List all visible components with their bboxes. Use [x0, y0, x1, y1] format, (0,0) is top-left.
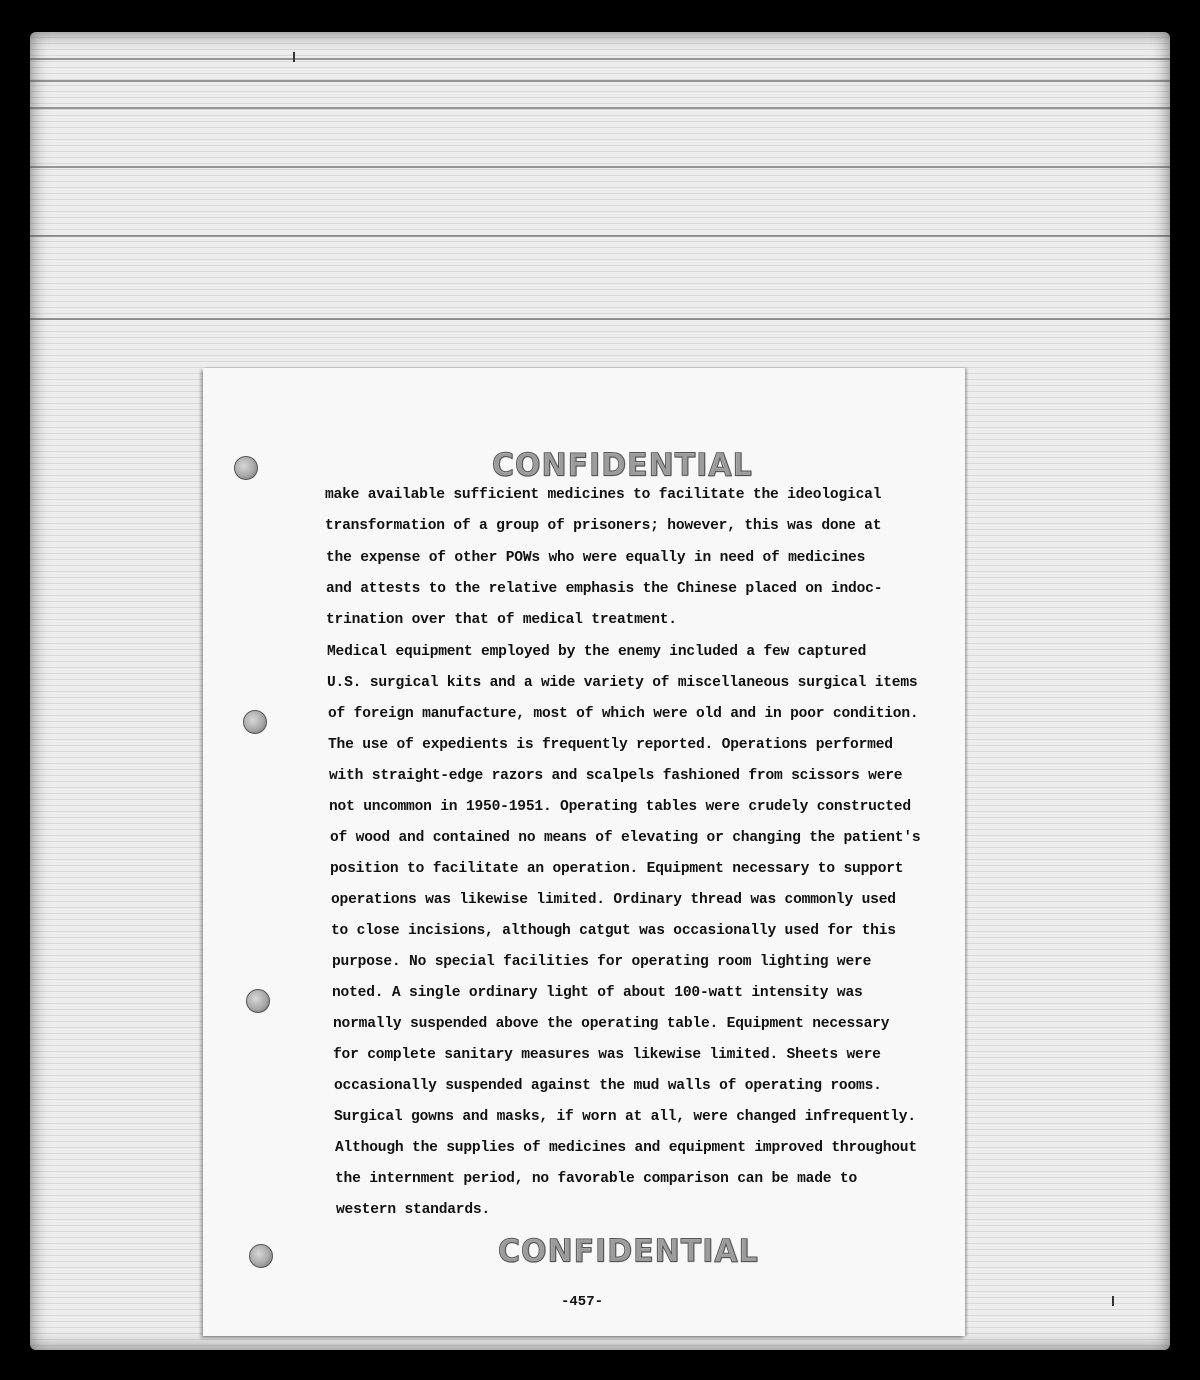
- body-line: Surgical gowns and masks, if worn at all, were changed infrequently.: [334, 1109, 916, 1125]
- body-line: the expense of other POWs who were equally in need of medicines: [326, 550, 866, 566]
- body-line: not uncommon in 1950-1951. Operating tables were crudely constructed: [329, 799, 911, 815]
- body-line: U.S. surgical kits and a wide variety of miscellaneous surgical items: [327, 675, 918, 691]
- body-line: position to facilitate an operation. Equipment necessary to support: [330, 861, 904, 877]
- body-line: and attests to the relative emphasis the Chinese placed on indoc-: [326, 581, 883, 597]
- body-line: Although the supplies of medicines and equipment improved throughout: [335, 1140, 917, 1156]
- punch-hole: [246, 989, 270, 1013]
- body-line: purpose. No special facilities for operating room lighting were: [332, 954, 872, 970]
- body-line: of wood and contained no means of elevating or changing the patient's: [330, 830, 921, 846]
- body-line: western standards.: [336, 1202, 491, 1218]
- backing-rule: [30, 318, 1170, 320]
- body-line: normally suspended above the operating table. Equipment necessary: [333, 1016, 890, 1032]
- backing-rule: [30, 80, 1170, 82]
- backing-rule: [30, 235, 1170, 237]
- confidential-stamp-top: CONFIDENTIAL: [492, 447, 753, 484]
- body-line: transformation of a group of prisoners; however, this was done at: [325, 518, 882, 534]
- body-line: Medical equipment employed by the enemy included a few captured: [327, 644, 867, 660]
- backing-rule: [30, 58, 1170, 60]
- punch-hole: [234, 456, 258, 480]
- body-line: of foreign manufacture, most of which were old and in poor condition.: [328, 706, 919, 722]
- body-line: operations was likewise limited. Ordinary thread was commonly used: [331, 892, 896, 908]
- document-page: [203, 368, 965, 1336]
- body-line: noted. A single ordinary light of about 100-watt intensity was: [332, 985, 863, 1001]
- body-line: The use of expedients is frequently reported. Operations performed: [328, 737, 893, 753]
- film-mark: [293, 52, 295, 62]
- body-line: to close incisions, although catgut was occasionally used for this: [331, 923, 896, 939]
- body-line: with straight-edge razors and scalpels fashioned from scissors were: [329, 768, 903, 784]
- backing-rule: [30, 166, 1170, 168]
- film-mark: [1112, 1296, 1114, 1306]
- body-line: the internment period, no favorable comparison can be made to: [335, 1171, 858, 1187]
- punch-hole: [249, 1244, 273, 1268]
- punch-hole: [243, 710, 267, 734]
- body-line: trination over that of medical treatment.: [326, 612, 677, 628]
- confidential-stamp-bottom: CONFIDENTIAL: [498, 1233, 759, 1270]
- backing-rule: [30, 107, 1170, 109]
- page-number: -457-: [561, 1294, 604, 1310]
- body-line: make available sufficient medicines to facilitate the ideological: [325, 487, 882, 503]
- body-line: occasionally suspended against the mud walls of operating rooms.: [334, 1078, 882, 1094]
- body-line: for complete sanitary measures was likewise limited. Sheets were: [333, 1047, 881, 1063]
